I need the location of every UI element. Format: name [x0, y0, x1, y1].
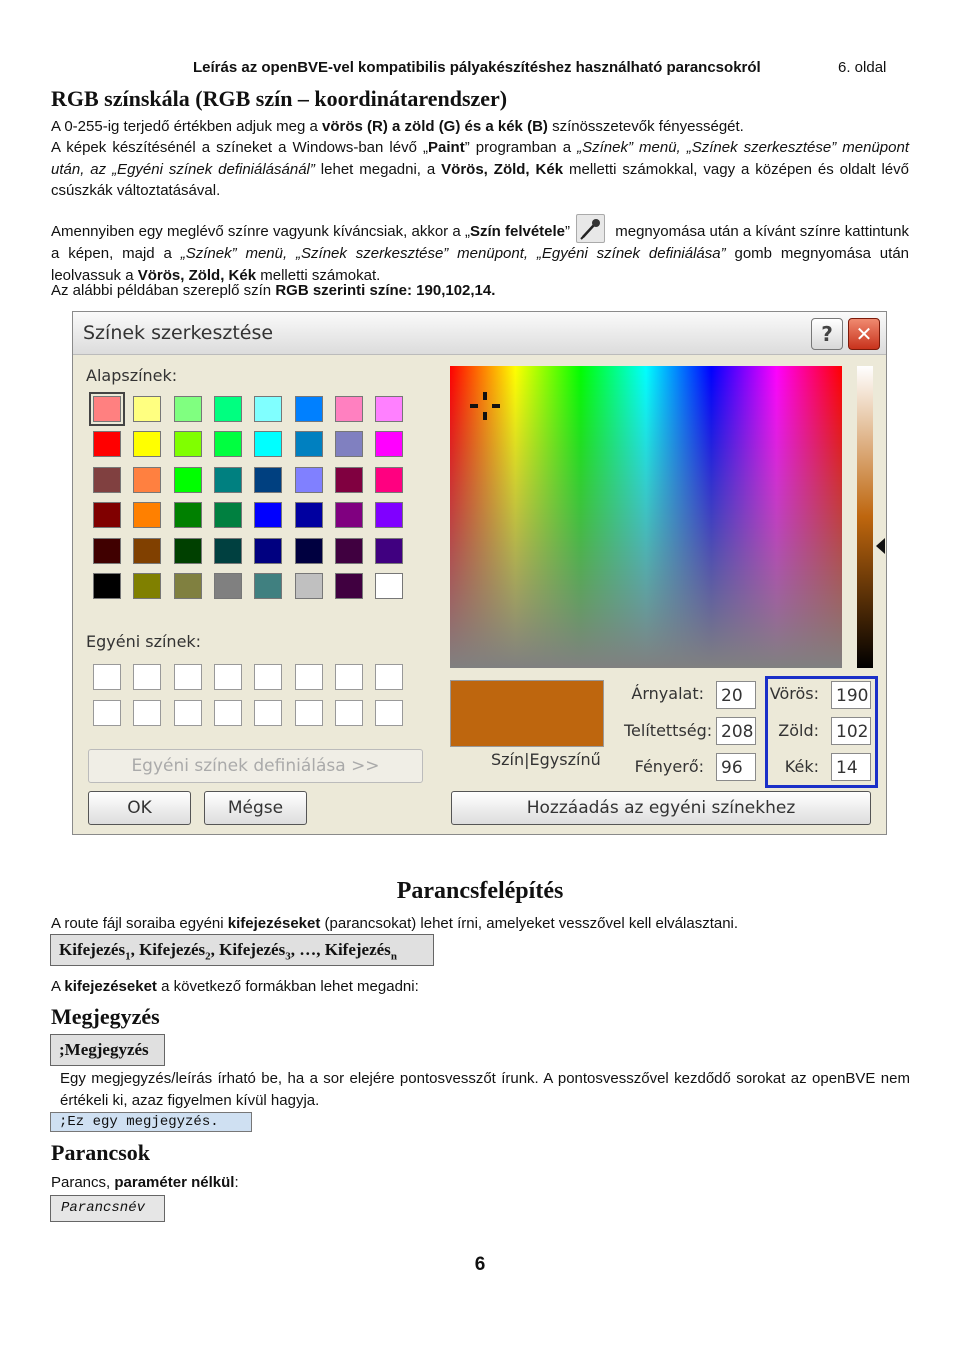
basic-color-swatch[interactable]: [133, 502, 161, 528]
paragraph-route-file: A route fájl soraiba egyéni kifejezéseket (parancsokat) lehet írni, amelyeket vesszővel kell elválasztani.: [51, 915, 739, 932]
custom-color-swatch[interactable]: [214, 664, 242, 690]
cancel-button[interactable]: Mégse: [204, 791, 307, 825]
page-label: 6. oldal: [838, 59, 887, 76]
custom-color-swatch[interactable]: [335, 700, 363, 726]
basic-colors-label: Alapszínek:: [86, 366, 178, 385]
comment-example-box: ;Ez egy megjegyzés.: [50, 1112, 252, 1132]
paragraph-paint: A képek készítésénél a színeket a Windows-ban lévő „Paint” programban a „Színek” menü, „Színek szerkesztése” menüpont után, az „Egyéni színek definiálásánál” lehet megadni, a Vörös, Zöld, Kék melletti számokkal, vagy a középen és oldalt lévő csúszkák változtatásával.: [51, 139, 909, 199]
blue-label: Kék:: [784, 757, 819, 776]
custom-color-swatch[interactable]: [375, 700, 403, 726]
basic-color-swatch[interactable]: [335, 431, 363, 457]
define-custom-colors-button[interactable]: Egyéni színek definiálása >>: [88, 749, 423, 783]
page-number: 6: [474, 1254, 486, 1275]
color-spectrum[interactable]: [450, 366, 842, 668]
running-header: Leírás az openBVE-vel kompatibilis pályakészítéshez használható parancsokról: [193, 59, 761, 76]
basic-color-swatch[interactable]: [254, 467, 282, 493]
hue-field[interactable]: 20: [716, 681, 756, 709]
red-label: Vörös:: [769, 684, 819, 703]
basic-color-swatch[interactable]: [254, 502, 282, 528]
edit-colors-dialog: [72, 311, 887, 835]
custom-color-swatch[interactable]: [174, 700, 202, 726]
basic-color-swatch[interactable]: [335, 502, 363, 528]
paragraph-example: Az alábbi példában szereplő szín RGB szerinti színe: 190,102,14.: [51, 282, 496, 299]
comment-syntax-box: ;Megjegyzés: [50, 1034, 165, 1066]
paragraph-commands: Parancs, paraméter nélkül:: [51, 1174, 239, 1191]
custom-color-swatch[interactable]: [254, 664, 282, 690]
basic-color-swatch[interactable]: [93, 467, 121, 493]
subsection-title-commands: Parancsok: [51, 1140, 150, 1165]
green-field[interactable]: 102: [831, 717, 871, 745]
luminosity-slider[interactable]: [857, 366, 873, 668]
basic-color-swatch[interactable]: [375, 431, 403, 457]
custom-color-swatch[interactable]: [335, 664, 363, 690]
basic-color-swatch[interactable]: [254, 396, 282, 422]
basic-color-swatch[interactable]: [375, 573, 403, 599]
custom-color-swatch[interactable]: [133, 700, 161, 726]
blue-field[interactable]: 14: [831, 753, 871, 781]
add-to-custom-colors-button[interactable]: Hozzáadás az egyéni színekhez: [451, 791, 871, 825]
color-preview: [450, 680, 604, 747]
eyedropper-icon: [576, 214, 605, 243]
basic-color-swatch[interactable]: [93, 431, 121, 457]
paragraph-expressions: A kifejezéseket a következő formákban lehet megadni:: [51, 978, 419, 995]
basic-color-swatch[interactable]: [335, 396, 363, 422]
custom-color-swatch[interactable]: [254, 700, 282, 726]
basic-color-swatch[interactable]: [295, 431, 323, 457]
custom-colors-label: Egyéni színek:: [86, 632, 202, 651]
basic-color-swatch[interactable]: [214, 573, 242, 599]
basic-color-swatch[interactable]: [214, 467, 242, 493]
basic-color-swatch[interactable]: [335, 538, 363, 564]
basic-color-swatch[interactable]: [133, 538, 161, 564]
basic-color-swatch[interactable]: [133, 396, 161, 422]
basic-color-swatch[interactable]: [375, 467, 403, 493]
basic-color-swatch[interactable]: [174, 396, 202, 422]
basic-color-swatch[interactable]: [335, 573, 363, 599]
solid-color-label: Szín|Egyszínű: [491, 750, 601, 769]
saturation-label: Telítettség:: [624, 721, 713, 740]
hue-label: Árnyalat:: [631, 684, 704, 703]
saturation-field[interactable]: 208: [716, 717, 756, 745]
basic-color-swatch[interactable]: [375, 502, 403, 528]
basic-color-swatch[interactable]: [254, 573, 282, 599]
command-example-box: Parancsnév: [50, 1195, 165, 1222]
paragraph-color-picker: Amennyiben egy meglévő színre vagyunk kíváncsiak, akkor a „Szín felvétele” megnyomása után a kívánt színre kattintunk a képen, majd a „Színek” menü, „Színek szerkesztése” menüpont, „Egyéni színek definiálása” gomb megnyomása után leolvassuk a Vörös, Zöld, Kék melletti számokat.: [51, 214, 909, 286]
basic-color-swatch[interactable]: [295, 467, 323, 493]
custom-color-swatch[interactable]: [214, 700, 242, 726]
basic-color-swatch[interactable]: [375, 396, 403, 422]
basic-color-swatch[interactable]: [174, 502, 202, 528]
basic-color-swatch[interactable]: [174, 573, 202, 599]
subsection-title-comment: Megjegyzés: [51, 1004, 160, 1029]
basic-color-swatch[interactable]: [295, 538, 323, 564]
basic-color-swatch[interactable]: [295, 502, 323, 528]
red-field[interactable]: 190: [831, 681, 871, 709]
basic-color-swatch[interactable]: [174, 431, 202, 457]
basic-color-swatch[interactable]: [295, 573, 323, 599]
basic-color-swatch[interactable]: [133, 431, 161, 457]
basic-color-swatch[interactable]: [214, 431, 242, 457]
custom-color-swatch[interactable]: [93, 664, 121, 690]
custom-color-swatch[interactable]: [295, 700, 323, 726]
basic-color-swatch[interactable]: [133, 467, 161, 493]
custom-color-swatch[interactable]: [174, 664, 202, 690]
basic-color-swatch[interactable]: [133, 573, 161, 599]
luminosity-arrow-icon[interactable]: [876, 538, 885, 554]
dialog-titlebar: [73, 312, 886, 355]
basic-color-swatch[interactable]: [254, 538, 282, 564]
basic-color-swatch[interactable]: [174, 538, 202, 564]
basic-color-swatch[interactable]: [214, 538, 242, 564]
custom-color-swatch[interactable]: [133, 664, 161, 690]
basic-color-swatch[interactable]: [93, 538, 121, 564]
ok-button[interactable]: OK: [88, 791, 191, 825]
basic-color-swatch[interactable]: [93, 396, 121, 422]
section-title-command-structure: Parancsfelépítés: [396, 878, 564, 904]
green-label: Zöld:: [778, 721, 819, 740]
basic-color-swatch[interactable]: [335, 467, 363, 493]
basic-color-swatch[interactable]: [174, 467, 202, 493]
luminosity-field[interactable]: 96: [716, 753, 756, 781]
custom-color-swatch[interactable]: [93, 700, 121, 726]
basic-color-swatch[interactable]: [93, 502, 121, 528]
custom-color-swatch[interactable]: [375, 664, 403, 690]
basic-color-swatch[interactable]: [214, 396, 242, 422]
section-title-rgb: RGB színskála (RGB szín – koordinátarendszer): [51, 86, 508, 111]
paragraph-rgb-intro: A 0-255-ig terjedő értékben adjuk meg a vörös (R) a zöld (G) és a kék (B) színösszetevők fényességét.: [51, 118, 744, 135]
basic-color-swatch[interactable]: [254, 431, 282, 457]
basic-color-swatch[interactable]: [214, 502, 242, 528]
close-button[interactable]: ✕: [848, 318, 880, 350]
custom-color-swatch[interactable]: [295, 664, 323, 690]
basic-color-swatch[interactable]: [93, 573, 121, 599]
help-button[interactable]: ?: [811, 318, 843, 350]
dialog-title: Színek szerkesztése: [83, 322, 274, 344]
expression-syntax-box: Kifejezés$_1$, Kifejezés$_2$, Kifejezés$_3$, …, Kifejezés$_n$: [50, 934, 434, 966]
luminosity-label: Fényerő:: [634, 757, 704, 776]
paragraph-comment: Egy megjegyzés/leírás írható be, ha a sor elejére pontosvesszőt írunk. A pontosvesszővel kezdődő sorokat az openBVE nem értékeli ki, azaz figyelmen kívül hagyja.: [60, 1070, 910, 1109]
basic-color-swatch[interactable]: [375, 538, 403, 564]
basic-color-swatch[interactable]: [295, 396, 323, 422]
